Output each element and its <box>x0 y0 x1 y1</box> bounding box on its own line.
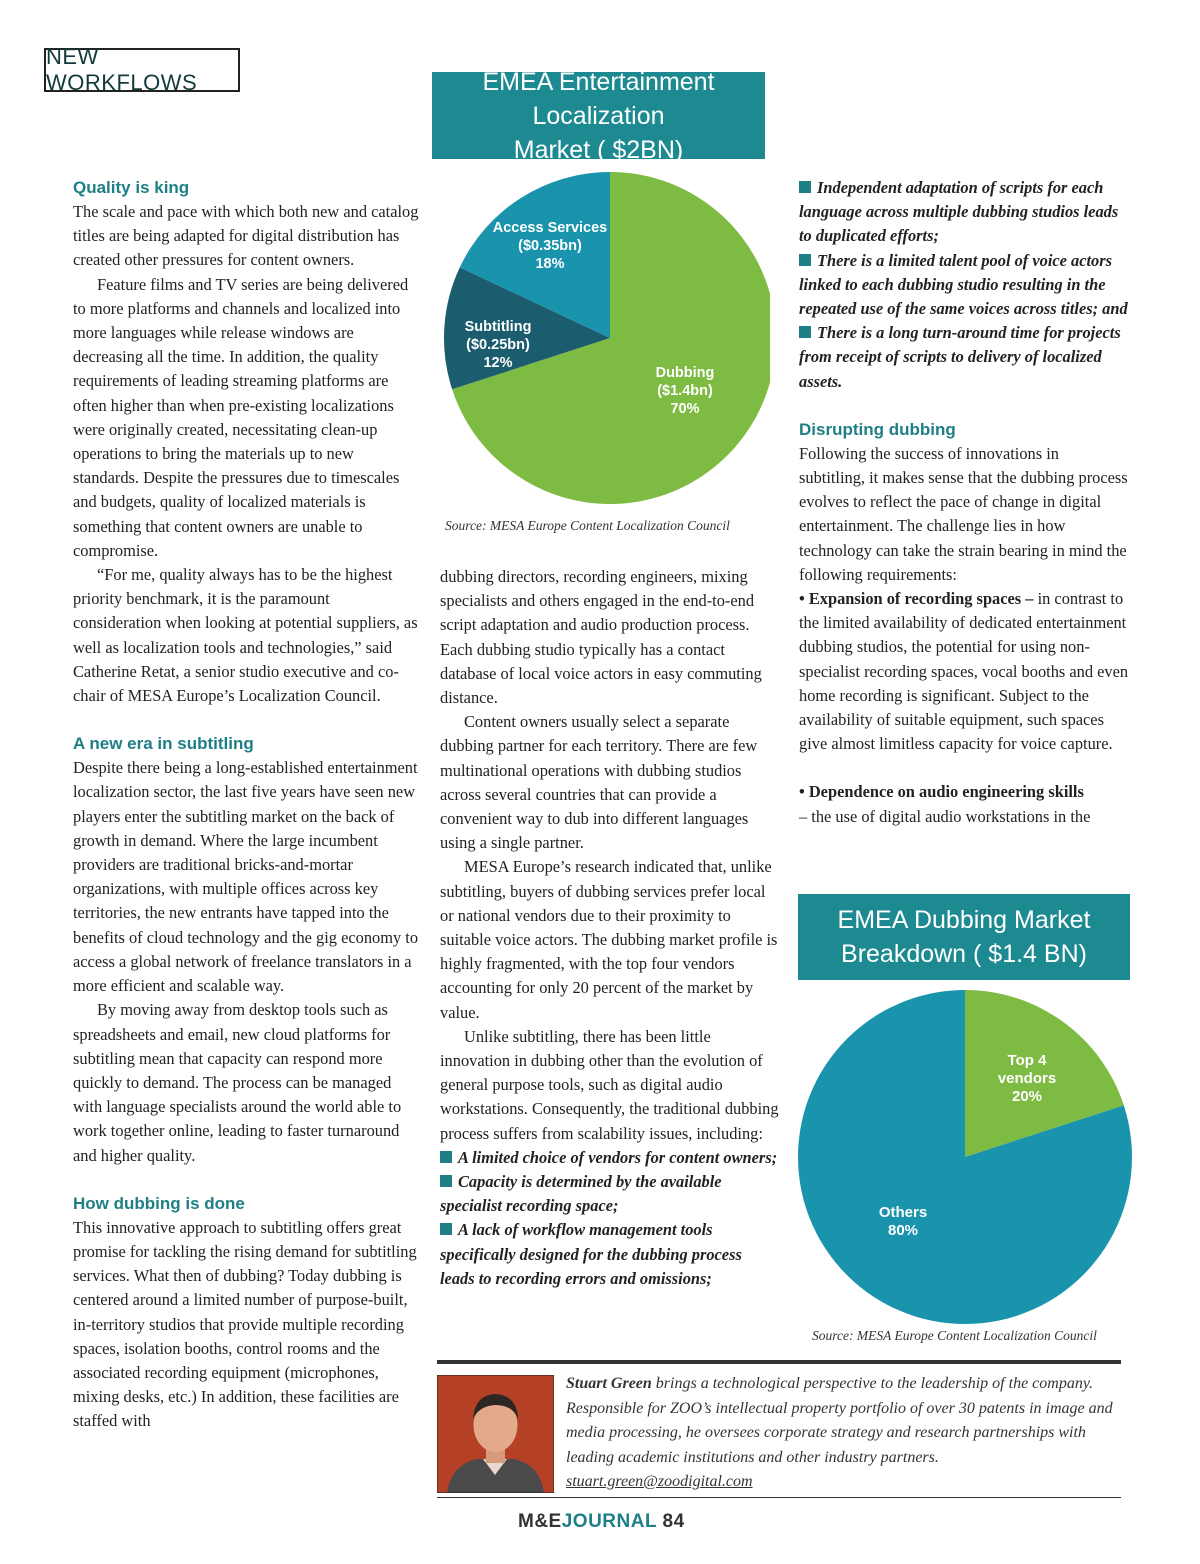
chart2-source: Source: MESA Europe Content Localization Council <box>812 1328 1097 1343</box>
chart2-title-box <box>798 894 1130 980</box>
paragraph: By moving away from desktop tools such as spreadsheets and email, new cloud platforms for subtitling mean that capacity can respond more quickly to demand. The process can be managed with language specialists around the world able to work together online, leading to faster turnaround and higher quality. <box>73 1000 402 1165</box>
chart1-title-line2: Market ( $2BN) <box>513 135 684 164</box>
paragraph: Feature films and TV series are being delivered to more platforms and channels and localized into more languages while release windows are decreasing all the time. In addition, the quality requirements of leading streaming platforms are often higher than when pre-existing localizations were originally created, necessitating clean-up operations to bring the materials up to new standards. Despite the pressures due to timescales and budgets, quality of localized materials is something that content owners are unable to compromise. <box>73 274 409 560</box>
column-3 <box>799 176 1129 829</box>
heading-quality-is-king: Quality is king <box>73 178 190 197</box>
label-dubbing-name: Dubbing <box>655 365 715 381</box>
paragraph: The scale and pace with which both new and catalog titles are being adapted for digital distribution has created other pressures for content owners. <box>73 202 419 270</box>
page-number: 84 <box>656 1511 685 1532</box>
bullet-item: A limited choice of vendors for content owners; <box>440 1146 780 1170</box>
paragraph: MESA Europe’s research indicated that, unlike subtitling, buyers of dubbing services prefer local or national vendors due to their proximity to suitable voice actors. The dubbing market profile is highly fragmented, with the top four vendors accounting for only 20 percent of the market by value. <box>440 857 778 1022</box>
label-access-services-name: Access Services <box>492 220 608 236</box>
bullet-item: A lack of workflow management tools specifically designed for the dubbing process leads to recording errors and omissions; <box>440 1220 742 1288</box>
chart2-title-line1: EMEA Dubbing Market <box>837 906 1091 934</box>
requirement-item: • Dependence on audio engineering skills – the use of digital audio workstations in the <box>799 782 1091 826</box>
label-subtitling-amount: ($0.25bn) <box>466 337 530 353</box>
footer-brand-me: M&E <box>518 1511 562 1532</box>
paragraph: Despite there being a long-established entertainment localization sector, the last five years have seen new players enter the subtitling market on the back of growth in demand. Where the large incumbent providers are traditional bricks-and-mortar organizations, with multiple offices across key territories, the new entrants have tapped into the benefits of cloud technology and the gig economy to access a global network of freelance translators in a more efficient and scalable way. <box>73 758 419 996</box>
chart2-title-line2: Breakdown ( $1.4 BN) <box>841 940 1087 968</box>
label-subtitling-pct: 12% <box>483 355 513 371</box>
chart1-pie <box>440 168 770 508</box>
label-others-pct: 80% <box>887 1222 919 1239</box>
chart1-source: Source: MESA Europe Content Localization Council <box>445 518 730 533</box>
square-bullet-icon <box>799 326 811 338</box>
label-dubbing-amount: ($1.4bn) <box>657 383 713 399</box>
chart2-pie <box>795 985 1135 1325</box>
square-bullet-icon <box>799 181 811 193</box>
label-access-services-pct: 18% <box>535 256 565 272</box>
author-email-link[interactable]: stuart.green@zoodigital.com <box>566 1473 753 1490</box>
label-top4-pct: 20% <box>1011 1088 1043 1105</box>
paragraph: dubbing directors, recording engineers, mixing specialists and others engaged in the end-to-end script adaptation and audio production process. Each dubbing studio typically has a contact database of local voice actors in easy commuting distance. <box>440 567 762 708</box>
bullet-item: Independent adaptation of scripts for each language across multiple dubbing studios leads to duplicated efforts; <box>799 178 1119 246</box>
page-footer <box>518 1511 718 1533</box>
paragraph: Content owners usually select a separate dubbing partner for each territory. There are few multinational operations with dubbing studios across several countries that can provide a convenient way to dub into different languages using a single partner. <box>440 712 758 853</box>
label-others-name: Others <box>878 1204 928 1221</box>
bullet-item: There is a long turn-around time for projects from receipt of scripts to delivery of localized assets. <box>799 323 1121 391</box>
square-bullet-icon <box>440 1223 452 1235</box>
label-access-services-amount: ($0.35bn) <box>518 238 582 254</box>
author-bio: Stuart Green brings a technological perspective to the leadership of the company. Responsible for ZOO’s intellectual property portfolio of over 30 patents in image and media processing, he oversees corporate strategy and research partnerships with leading academic institutions and other industry partners. stuart.green@zoodigital.com <box>566 1375 1113 1490</box>
label-subtitling-name: Subtitling <box>464 319 532 335</box>
paragraph: This innovative approach to subtitling offers great promise for tackling the rising demand for subtitling services. What then of dubbing? Today dubbing is centered around a limited number of purpose-built, in-territory studios that provide multiple recording spaces, isolation booths, control rooms and the associated recording equipment (microphones, mixing desks, etc.) In addition, these facilities are staffed with <box>73 1217 417 1431</box>
heading-how-dubbing-is-done: How dubbing is done <box>73 1193 245 1213</box>
label-dubbing-pct: 70% <box>670 401 700 417</box>
column-1 <box>73 176 419 1434</box>
label-top4-line: Top 4 vendors <box>997 1052 1057 1087</box>
footer-brand-journal: JOURNAL <box>561 1511 657 1532</box>
requirement-item: • Expansion of recording spaces – in contrast to the limited availability of dedicated entertainment dubbing studios, the potential for using non-specialist recording spaces, vocal booths and even home recording is significant. Subject to the availability of suitable equipment, such spaces give almost limitless capacity for voice capture. <box>799 589 1129 754</box>
author-photo <box>437 1375 554 1493</box>
paragraph: Following the success of innovations in subtitling, it makes sense that the dubbing process evolves to reflect the pace of change in digital entertainment. The challenge lies in how technology can take the strain bearing in mind the following requirements: <box>799 443 1128 584</box>
column-2 <box>440 565 780 1291</box>
square-bullet-icon <box>440 1175 452 1187</box>
footer-divider <box>437 1497 1121 1498</box>
author-name: Stuart Green <box>566 1375 652 1392</box>
bullet-item: Capacity is determined by the available specialist recording space; <box>440 1172 722 1216</box>
heading-new-era-subtitling: A new era in subtitling <box>73 734 254 754</box>
bullet-item: There is a limited talent pool of voice actors linked to each dubbing studio resulting in the repeated use of the same voices across titles; and <box>799 250 1128 319</box>
bio-divider <box>437 1360 1121 1364</box>
chart1-title-box <box>432 67 765 164</box>
square-bullet-icon <box>440 1151 452 1163</box>
chart1-title-line1: EMEA Entertainment Localization <box>482 67 715 130</box>
square-bullet-icon <box>799 254 811 266</box>
section-tag: NEW WORKFLOWS <box>44 48 240 92</box>
paragraph: “For me, quality always has to be the highest priority benchmark, it is the paramount consideration when looking at potential suppliers, as well as localization tools and technologies,” said Catherine Retat, a senior studio executive and co-chair of MESA Europe’s Localization Council. <box>73 565 418 706</box>
heading-disrupting-dubbing: Disrupting dubbing <box>799 419 956 439</box>
paragraph: Unlike subtitling, there has been little innovation in dubbing other than the evolution of general purpose tools, such as digital audio workstations. Consequently, the traditional dubbing process suffers from scalability issues, including: <box>440 1026 779 1143</box>
